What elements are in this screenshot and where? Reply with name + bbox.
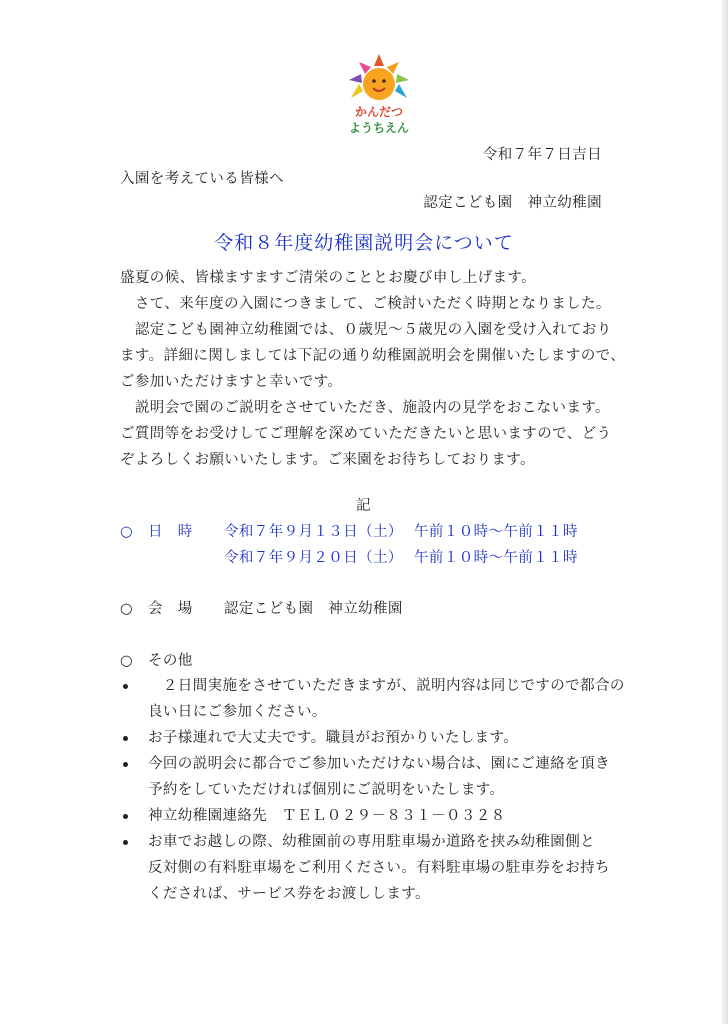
other-item-line: くだされば、サービス券をお渡しします。 — [148, 886, 430, 902]
ki-heading: 記 — [356, 498, 371, 514]
venue-value: 認定こども園 神立幼稚園 — [224, 601, 403, 617]
other-item-line: 予約をしていただければ個別にご説明をいたします。 — [148, 782, 505, 798]
bullet-icon — [123, 762, 128, 767]
body-line: 認定こども園神立幼稚園では、０歳児～５歳児の入園を受け入れており — [120, 322, 612, 338]
body-line: ご参加いただけますと幸いです。 — [120, 374, 343, 390]
document-title: 令和８年度幼稚園説明会について — [214, 232, 514, 254]
logo-line1: かんだつ — [354, 105, 404, 119]
schedule-date-2: 令和７年９月２０日（土） — [224, 550, 403, 566]
body-line: ご質問等をお受けしてご理解を深めていただきたいと思いますので、どう — [120, 426, 612, 442]
page-edge — [722, 0, 728, 1024]
body-line: 盛夏の候、皆様ますますご清栄のこととお慶び申し上げます。 — [120, 270, 537, 286]
body-line: さて、来年度の入園につきまして、ご検討いただく時期となりました。 — [120, 296, 611, 312]
other-item-line: 良い日にご参加ください。 — [148, 704, 327, 720]
kindergarten-logo — [332, 50, 427, 140]
body-line: 説明会で園のご説明をさせていただき、施設内の見学をおこないます。 — [120, 400, 610, 416]
other-item-line: お子様連れで大丈夫です。職員がお預かりいたします。 — [148, 730, 519, 746]
bullet-icon — [123, 684, 128, 689]
bullet-icon — [123, 736, 128, 741]
schedule-date-1: 令和７年９月１３日（土） — [224, 524, 403, 540]
addressee: 入園を考えている皆様へ — [120, 171, 284, 187]
logo-line2: ようちえん — [348, 121, 410, 135]
schedule-label: ○ 日 時 — [120, 524, 193, 540]
issue-date: 令和７年７日吉日 — [482, 147, 602, 163]
sun-logo-icon — [332, 50, 427, 140]
sender: 認定こども園 神立幼稚園 — [423, 195, 602, 211]
other-item-line: 今回の説明会に都合でご参加いただけない場合は、園にご連絡を頂き — [148, 756, 610, 772]
bullet-icon — [123, 814, 128, 819]
bullet-icon — [123, 840, 128, 845]
other-item-line: お車でお越しの際、幼稚園前の専用駐車場か道路を挟み幼稚園側と — [148, 834, 595, 850]
other-label: ○ その他 — [120, 653, 193, 669]
other-item-line: 反対側の有料駐車場をご利用ください。有料駐車場の駐車券をお持ち — [148, 860, 610, 876]
body-line: ぞよろしくお願いいたします。ご来園をお待ちしております。 — [120, 452, 535, 468]
schedule-time-2: 午前１０時～午前１１時 — [414, 550, 578, 566]
schedule-time-1: 午前１０時～午前１１時 — [414, 524, 578, 540]
contact-phone: 神立幼稚園連絡先 ＴＥＬ０２９－８３１－０３２８ — [148, 808, 506, 824]
venue-label: ○ 会 場 — [120, 601, 193, 617]
other-item-line: ２日間実施をさせていただきますが、説明内容は同じですので都合の — [148, 678, 625, 694]
body-line: ます。詳細に関しましては下記の通り幼稚園説明会を開催いたしますので、 — [120, 348, 626, 364]
